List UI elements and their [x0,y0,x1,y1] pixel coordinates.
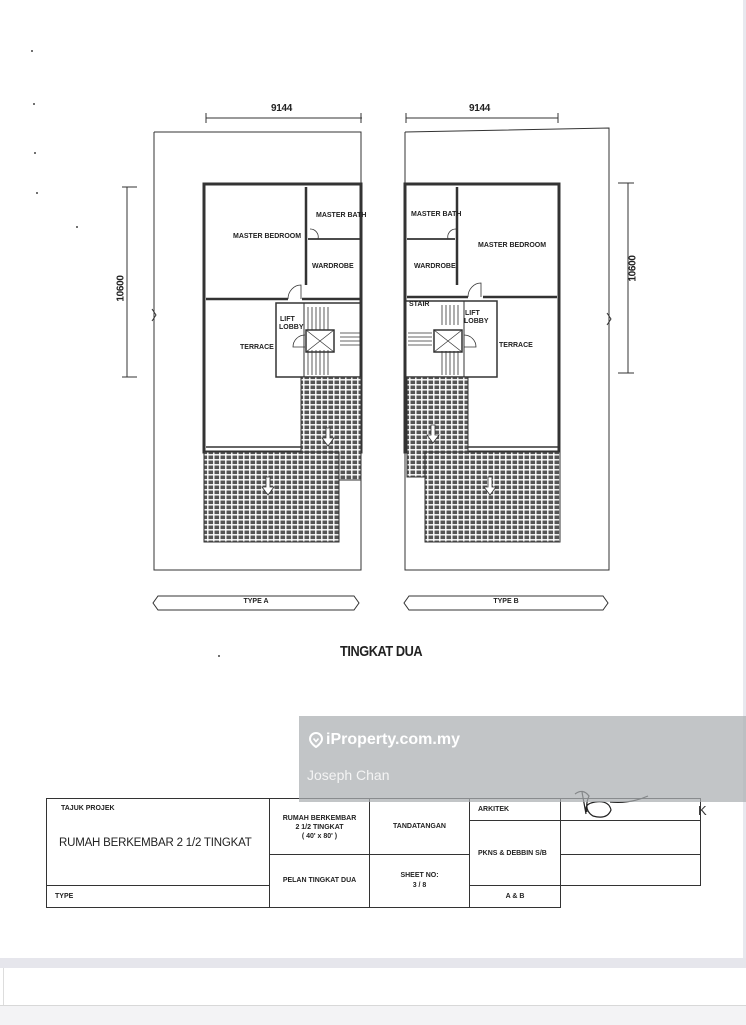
watermark-overlay [299,716,746,802]
depth-dimension: 10600 [115,275,127,302]
type-label: TYPE [55,893,74,900]
developer-cell-1 [561,821,701,855]
location-pin-icon [309,732,323,748]
document-page-2 [3,968,746,1005]
watermark-brand [309,731,460,749]
scan-speck [33,103,35,105]
scan-speck [218,655,220,657]
scan-speck [76,226,78,228]
project-cell [47,799,270,886]
type-b-label: TYPE B [493,598,519,605]
room-label-master-bath: MASTER BATH [411,211,462,218]
room-label-lift-lobby-2: LOBBY [279,324,304,331]
type-value-cell [470,886,561,908]
margin-mark: K [698,803,707,818]
watermark-agent: Joseph Chan [307,767,390,783]
depth-dimension: 10600 [627,255,639,282]
scan-speck [31,50,33,52]
sheet-value: 3 / 8 [412,881,427,889]
type-b-banner [403,595,609,611]
sheet-cell [370,854,470,908]
room-label-stair: STAIR [409,301,430,308]
plan-drawing [398,125,614,577]
room-label-lift-lobby-2: LOBBY [464,318,489,325]
room-label-wardrobe: WARDROBE [312,263,354,270]
room-label-master-bath: MASTER BATH [316,212,367,219]
type-a-banner [152,595,360,611]
width-dimension: 9144 [271,103,293,114]
room-label-terrace: TERRACE [499,342,533,349]
type-a-label: TYPE A [243,598,269,605]
floor-title: TINGKAT DUA [340,643,423,660]
sheet-label: SHEET NO: [400,871,439,879]
signature-label-cell [370,799,470,855]
architect-label: ARKITEK [478,806,510,813]
signature-label: TANDATANGAN [393,822,446,830]
watermark-brand-text: iProperty.com.my [326,731,460,748]
type-value: A & B [505,893,525,900]
type-label-cell [47,886,270,908]
drawing-name: PELAN TINGKAT DUA [282,877,357,885]
project-name: RUMAH BERKEMBAR 2 1/2 TINGKAT [59,837,252,849]
project-label: TAJUK PROJEK [61,805,115,812]
viewer-bottom-bar [0,1005,746,1025]
room-label-wardrobe: WARDROBE [414,263,456,270]
scan-speck [34,152,36,154]
room-label-master-bedroom: MASTER BEDROOM [478,242,547,249]
developer-cell-2 [561,854,701,886]
drawing-name-cell [270,854,370,908]
room-label-lift-lobby: LIFT [280,316,295,323]
page-separator [0,958,746,968]
room-label-lift-lobby: LIFT [465,310,480,317]
developer-label: PKNS & DEBBIN S/B [478,849,547,857]
room-label-master-bedroom: MASTER BEDROOM [233,233,302,240]
house-type-cell [270,799,370,855]
house-type-line3: ( 40' x 80' ) [301,832,338,840]
room-label-terrace: TERRACE [240,344,274,351]
width-dimension: 9144 [469,103,491,114]
plan-drawing [148,125,368,577]
house-type-line1: RUMAH BERKEMBAR [282,814,357,822]
house-type-line2: 2 1/2 TINGKAT [295,823,344,831]
scan-speck [36,192,38,194]
developer-label-cell [470,821,561,886]
